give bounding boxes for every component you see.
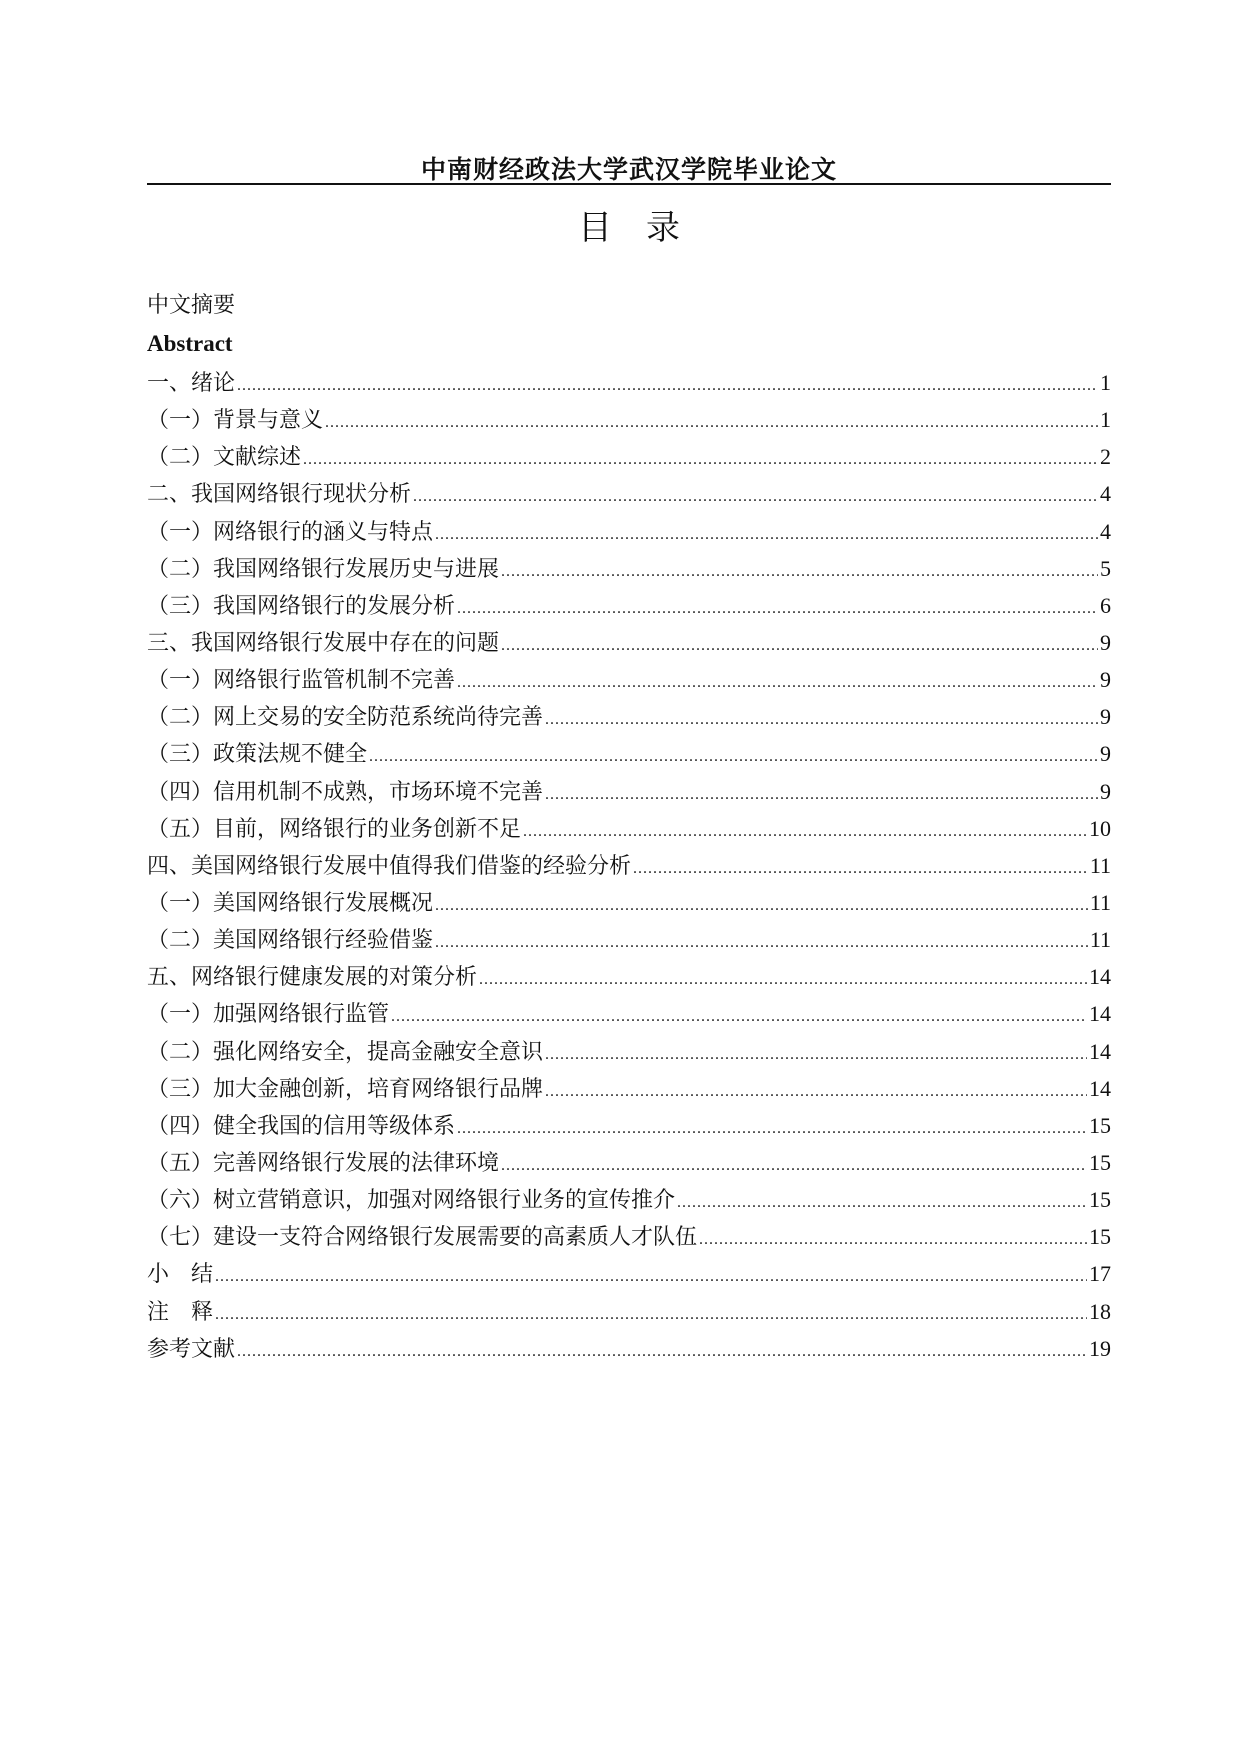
toc-leader-dots [699, 1221, 1087, 1258]
toc-list [147, 364, 1111, 1367]
toc-page-number: 9 [1100, 741, 1111, 767]
toc-entry[interactable] [147, 513, 1111, 550]
toc-page-number: 15 [1089, 1112, 1111, 1138]
toc-entry[interactable] [147, 735, 1111, 772]
toc-leader-dots [457, 590, 1098, 627]
toc-entry-text: （一）加强网络银行监管 [147, 1002, 390, 1028]
toc-page-number: 11 [1089, 889, 1111, 915]
toc-entry-text: 小 结 [147, 1262, 214, 1288]
toc-entry-text: （五）完善网络银行发展的法律环境 [147, 1150, 500, 1176]
toc-leader-dots [325, 404, 1098, 441]
toc-entry[interactable] [147, 624, 1111, 661]
toc-entry-text: （二）网上交易的安全防范系统尚待完善 [147, 705, 544, 731]
toc-entry[interactable] [147, 773, 1111, 810]
toc-leader-dots [545, 776, 1098, 813]
toc-entry-text: （一）背景与意义 [147, 408, 324, 434]
toc-page-number: 1 [1100, 407, 1111, 433]
toc-entry[interactable] [147, 921, 1111, 958]
toc-page-number: 10 [1089, 815, 1111, 841]
toc-entry[interactable] [147, 1107, 1111, 1144]
toc-page-number: 15 [1089, 1149, 1111, 1175]
toc-page-number: 9 [1100, 629, 1111, 655]
toc-entry-text: （二）文献综述 [147, 445, 302, 471]
toc-leader-dots [435, 887, 1088, 924]
toc-entry[interactable] [147, 1330, 1111, 1367]
toc-entry-text: （二）美国网络银行经验借鉴 [147, 928, 434, 954]
toc-leader-dots [435, 924, 1088, 961]
toc-entry-text: 注 释 [147, 1299, 214, 1325]
toc-entry-text: （一）网络银行监管机制不完善 [147, 668, 456, 694]
toc-leader-dots [545, 1073, 1087, 1110]
toc-page-number: 9 [1100, 778, 1111, 804]
toc-page-number: 11 [1089, 852, 1111, 878]
toc-leader-dots [457, 1110, 1087, 1147]
toc-leader-dots [391, 998, 1087, 1035]
toc-entry[interactable] [147, 587, 1111, 624]
toc-entry[interactable] [147, 661, 1111, 698]
running-header-title: 中南财经政法大学武汉学院毕业论文 [420, 155, 837, 184]
toc-leader-dots [545, 701, 1098, 738]
toc-entry[interactable] [147, 1181, 1111, 1218]
toc-entry[interactable] [147, 884, 1111, 921]
toc-leader-dots [501, 1147, 1087, 1184]
toc-entry[interactable] [147, 438, 1111, 475]
toc-entry-text: （一）网络银行的涵义与特点 [147, 519, 434, 545]
toc-leader-dots [633, 850, 1088, 887]
toc-entry[interactable] [147, 1070, 1111, 1107]
toc-leader-dots [237, 367, 1098, 404]
toc-entry[interactable] [147, 1293, 1111, 1330]
toc-leader-dots [215, 1258, 1087, 1295]
toc-entry-text: （二）强化网络安全，提高金融安全意识 [147, 1039, 544, 1065]
toc-leader-dots [523, 813, 1087, 850]
toc-leader-dots [457, 664, 1098, 701]
toc-page-number: 2 [1100, 444, 1111, 470]
toc-entry-text: （四）健全我国的信用等级体系 [147, 1113, 456, 1139]
toc-leader-dots [501, 627, 1098, 664]
toc-page-number: 4 [1100, 481, 1111, 507]
toc-page-number: 4 [1100, 518, 1111, 544]
toc-leader-dots [237, 1333, 1087, 1370]
toc-entry-text: （三）加大金融创新，培育网络银行品牌 [147, 1076, 544, 1102]
toc-entry[interactable] [147, 958, 1111, 995]
toc-entry[interactable] [147, 847, 1111, 884]
toc-entry[interactable] [147, 475, 1111, 512]
toc-entry-text: 三、我国网络银行发展中存在的问题 [147, 630, 500, 656]
toc-page-number: 14 [1089, 1075, 1111, 1101]
toc-entry[interactable] [147, 401, 1111, 438]
toc-entry-text: 一、绪论 [147, 371, 236, 396]
toc-page-number: 14 [1089, 964, 1111, 990]
toc-page-number: 9 [1100, 667, 1111, 693]
toc-entry-text: 五、网络银行健康发展的对策分析 [147, 965, 478, 991]
toc-entry-text: （一）美国网络银行发展概况 [147, 890, 434, 916]
toc-entry[interactable] [147, 1218, 1111, 1255]
toc-leader-dots [501, 553, 1098, 590]
toc-entry-text: 四、美国网络银行发展中值得我们借鉴的经验分析 [147, 853, 632, 879]
toc-page-number: 15 [1089, 1187, 1111, 1213]
toc-page-number: 11 [1089, 927, 1111, 953]
toc-page-number: 14 [1089, 1001, 1111, 1027]
toc-leader-dots [545, 1036, 1087, 1073]
toc-entry-text: （四）信用机制不成熟，市场环境不完善 [147, 779, 544, 805]
toc-entry[interactable] [147, 1144, 1111, 1181]
toc-entry[interactable] [147, 1033, 1111, 1070]
toc-chinese-abstract[interactable]: 中文摘要 [147, 293, 236, 318]
toc-title: 目录 [578, 208, 714, 248]
toc-entry-text: （三）政策法规不健全 [147, 742, 368, 768]
toc-entry[interactable] [147, 698, 1111, 735]
toc-entry[interactable] [147, 550, 1111, 587]
toc-page-number: 15 [1089, 1224, 1111, 1250]
toc-entry-text: （三）我国网络银行的发展分析 [147, 593, 456, 619]
toc-page-number: 6 [1100, 592, 1111, 618]
toc-entry[interactable] [147, 1255, 1111, 1292]
toc-entry-text: （二）我国网络银行发展历史与进展 [147, 556, 500, 582]
toc-page-number: 9 [1100, 704, 1111, 730]
toc-leader-dots [677, 1184, 1087, 1221]
toc-page-number: 19 [1089, 1335, 1111, 1361]
toc-leader-dots [435, 516, 1098, 553]
toc-entry[interactable] [147, 995, 1111, 1032]
toc-abstract[interactable]: Abstract [147, 331, 233, 356]
toc-entry-text: （五）目前，网络银行的业务创新不足 [147, 816, 522, 842]
toc-leader-dots [413, 478, 1098, 515]
toc-entry-text: （六）树立营销意识，加强对网络银行业务的宣传推介 [147, 1188, 676, 1214]
toc-page-number: 14 [1089, 1038, 1111, 1064]
toc-leader-dots [479, 961, 1087, 998]
header-rule [147, 183, 1111, 185]
toc-page-number: 1 [1100, 370, 1111, 395]
toc-entry[interactable] [147, 364, 1111, 401]
toc-leader-dots [369, 738, 1098, 775]
toc-page-number: 5 [1100, 555, 1111, 581]
toc-leader-dots [215, 1296, 1087, 1333]
toc-leader-dots [303, 441, 1098, 478]
toc-entry[interactable] [147, 810, 1111, 847]
toc-entry-text: 参考文献 [147, 1336, 236, 1362]
toc-page-number: 17 [1089, 1261, 1111, 1287]
toc-entry-text: （七）建设一支符合网络银行发展需要的高素质人才队伍 [147, 1225, 698, 1251]
toc-page-number: 18 [1089, 1298, 1111, 1324]
toc-entry-text: 二、我国网络银行现状分析 [147, 482, 412, 508]
